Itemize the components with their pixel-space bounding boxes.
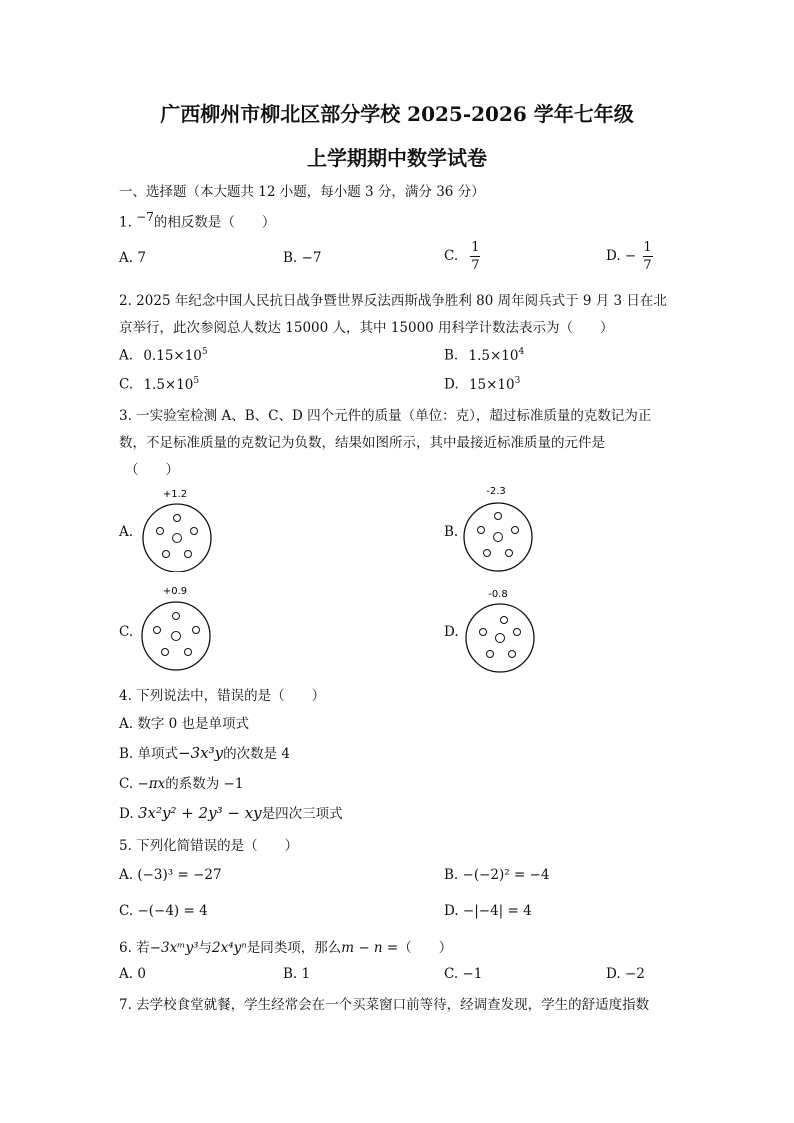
q4-b-prefix: B. 单项式: [119, 746, 179, 762]
q4-c-expression: −πx: [137, 776, 166, 792]
component-d-hole: [501, 617, 508, 624]
q5-option-a: A. (−3)³ = −27: [119, 867, 222, 883]
q2-c-exponent: 5: [193, 376, 200, 386]
q1-expression: −7: [136, 210, 154, 224]
component-d-outer-circle: [466, 604, 534, 672]
component-b-hole: [484, 550, 491, 557]
q4-d-suffix: 是四次三项式: [261, 806, 343, 822]
q3-option-d-label: D.: [444, 624, 459, 640]
q1-option-d-label: D. −: [606, 248, 637, 264]
q6-option-c: C. −1: [444, 966, 483, 982]
component-c-hole: [162, 649, 169, 656]
q2-d-label: D.: [444, 376, 459, 393]
question-7-line1: 7. 去学校食堂就餐，学生经常会在一个买菜窗口前等待，经调查发现，学生的舒适度指数: [119, 997, 650, 1013]
q1-option-b: B. −7: [283, 250, 322, 266]
q4-b-suffix: 的次数是 4: [223, 746, 290, 762]
component-a-hole: [163, 551, 170, 558]
question-3-line2: 数，不足标准质量的克数记为负数，结果如图所示，其中最接近标准质量的元件是: [119, 435, 605, 451]
q1-option-c-fraction: [470, 240, 480, 273]
q2-a-exponent: 5: [201, 347, 208, 357]
q1-c-denominator: 7: [471, 258, 480, 273]
component-b-hole: [506, 550, 513, 557]
q1-option-c: [444, 240, 480, 273]
component-a-hole: [191, 528, 198, 535]
component-d-hole: [480, 629, 487, 636]
component-c-hole: [193, 627, 200, 634]
q6-connector: 与: [198, 940, 213, 956]
q2-b-label: B.: [444, 347, 459, 364]
exam-title-line2: 上学期期中数学试卷: [307, 146, 487, 170]
component-b-hole: [512, 527, 519, 534]
component-b-center-hole: [494, 533, 503, 542]
component-a-hole: [174, 515, 181, 522]
q4-option-a: A. 数字 0 也是单项式: [119, 716, 250, 732]
exam-title-line1: 广西柳州市柳北区部分学校 2025-2026 学年七年级: [160, 102, 634, 126]
component-d-hole: [509, 651, 516, 658]
q6-text: 是同类项，那么: [246, 940, 342, 956]
q2-option-c: [119, 376, 199, 393]
component-c-hole: [154, 627, 161, 634]
q6-option-d: D. −2: [606, 966, 645, 982]
q1-c-numerator: 1: [471, 240, 480, 255]
component-c-hole: [173, 613, 180, 620]
q2-a-base: 0.15×10: [143, 347, 202, 364]
component-b-hole: [495, 513, 502, 520]
q2-d-base: 15×10: [468, 376, 515, 393]
q6-blank: （ ）: [398, 940, 453, 956]
component-b-hole: [478, 527, 485, 534]
component-b-value: -2.3: [486, 486, 506, 497]
question-6-stem: [119, 936, 452, 956]
q2-b-base: 1.5×10: [468, 347, 519, 364]
question-3-line3: （ ）: [125, 462, 179, 478]
q6-prefix: 6. 若: [119, 940, 150, 956]
q4-option-d: [119, 802, 343, 822]
q4-b-expression: −3x³y: [178, 744, 224, 762]
component-a-center-hole: [173, 534, 182, 543]
question-2-line2: 京举行，此次参阅总人数达 15000 人，其中 15000 用科学计数法表示为（ ）: [119, 320, 614, 336]
component-a-hole: [157, 528, 164, 535]
q4-c-suffix: 的系数为 −1: [165, 776, 244, 792]
q3-option-a-label: A.: [119, 524, 134, 540]
q4-d-expression: 3x²y² + 2y³ − xy: [137, 804, 262, 822]
q6-expression: m − n =: [341, 940, 399, 956]
q6-term-2: 2x⁴yⁿ: [212, 940, 247, 956]
question-2-line1: 2. 2025 年纪念中国人民抗日战争暨世界反法西斯战争胜利 80 周年阅兵式于 9 月 3 日在北: [119, 293, 667, 309]
q1-option-d-fraction: [643, 240, 653, 273]
q2-option-d: [444, 376, 520, 393]
q4-option-b: [119, 742, 290, 762]
component-d-figure: [457, 584, 547, 674]
q6-option-a: A. 0: [119, 966, 146, 982]
q5-option-c: C. −(−4) = 4: [119, 903, 208, 919]
question-3-line1: 3. 一实验室检测 A、B、C、D 四个元件的质量（单位：克），超过标准质量的克数记为正: [119, 408, 652, 424]
q5-option-d: D. −|−4| = 4: [444, 903, 532, 919]
q3-option-b-label: B.: [444, 524, 459, 540]
q2-b-exponent: 4: [518, 347, 525, 357]
question-1-stem: [119, 210, 275, 231]
q6-term-1: −3xᵐy³: [149, 940, 199, 956]
q1-option-a: A. 7: [119, 250, 146, 266]
q4-c-prefix: C.: [119, 776, 134, 792]
q2-option-a: [119, 347, 208, 364]
q4-d-prefix: D.: [119, 806, 134, 822]
q2-d-exponent: 3: [514, 376, 521, 386]
q1-text: 的相反数是（ ）: [153, 214, 276, 231]
q2-c-base: 1.5×10: [143, 376, 194, 393]
q4-option-c: [119, 772, 243, 792]
fraction-bar: [643, 256, 653, 257]
component-d-hole: [487, 651, 494, 658]
fraction-bar: [470, 256, 480, 257]
q5-option-b: B. −(−2)² = −4: [444, 867, 550, 883]
component-a-hole: [185, 551, 192, 558]
component-d-value: -0.8: [488, 589, 508, 600]
component-b-figure: [455, 482, 545, 572]
q1-number: 1.: [119, 214, 137, 231]
component-c-value: +0.9: [162, 586, 188, 597]
question-5-stem: 5. 下列化简错误的是（ ）: [119, 838, 299, 854]
component-d-center-hole: [496, 634, 505, 643]
component-d-hole: [514, 629, 521, 636]
component-c-hole: [185, 649, 192, 656]
question-4-stem: 4. 下列说法中，错误的是（ ）: [119, 688, 326, 704]
q1-d-denominator: 7: [643, 258, 652, 273]
q1-d-numerator: 1: [643, 240, 652, 255]
q2-a-label: A.: [119, 347, 134, 364]
section-header: 一、选择题（本大题共 12 小题，每小题 3 分，满分 36 分）: [119, 184, 485, 200]
q1-option-d: [606, 240, 653, 273]
component-a-figure: [135, 482, 225, 572]
q3-option-c-label: C.: [119, 624, 134, 640]
component-c-figure: [134, 582, 224, 672]
q2-option-b: [444, 347, 524, 364]
component-b-outer-circle: [464, 503, 532, 571]
q1-option-c-label: C.: [444, 248, 459, 264]
q2-c-label: C.: [119, 376, 134, 393]
component-c-center-hole: [172, 632, 181, 641]
q6-option-b: B. 1: [283, 966, 311, 982]
component-a-value: +1.2: [162, 489, 188, 500]
